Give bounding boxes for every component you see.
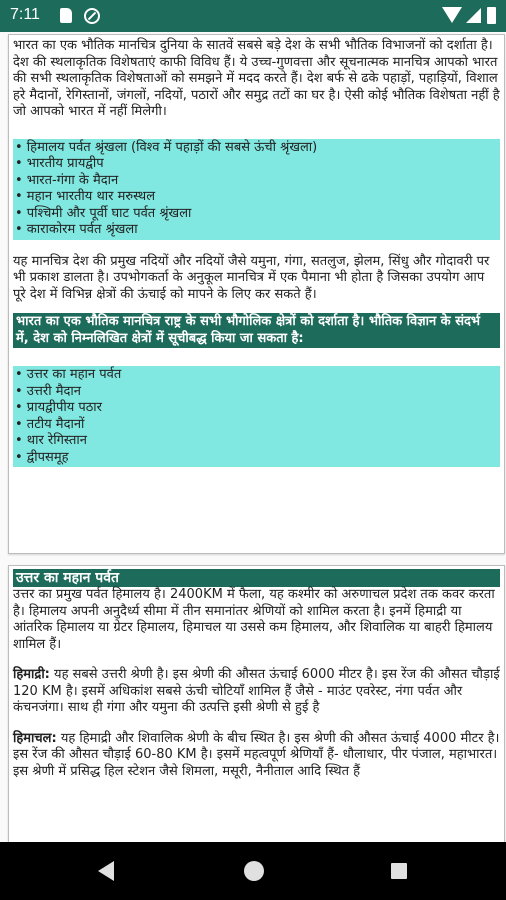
cellular-signal-icon xyxy=(466,8,481,23)
home-button[interactable] xyxy=(244,861,264,881)
list-item: • उत्तरी मैदान xyxy=(15,383,81,399)
mountains-card xyxy=(8,565,505,842)
himadri-paragraph xyxy=(13,667,500,717)
list-item: • थार रेगिस्तान xyxy=(15,433,87,448)
rivers-paragraph: यह मानचित्र देश की प्रमुख नदियों और नदियों जैसे यमुना, गंगा, सतलुज, झेलम, सिंधु और गोदावरी पर भी प्रकाश डालता है। उपभोगकर्ता के अनुकूल मानचित्र में एक पैमाना भी होता है जिसका उपयोग आप पूरे देश में विभिन्न क्षेत्रों की ऊंचाई को मापने के लिए कर सकते हैं। xyxy=(13,253,490,302)
himachal-text: यह हिमाद्री और शिवालिक श्रेणी के बीच स्थित है। इस श्रेणी की औसत ऊंचाई 4000 मीटर है। इस रेंज की औसत चौड़ाई 60-80 KM है। इसमें महत्वपूर्ण श्रेणियाँ हैं- धौलाधार, पीर पंजाल, महाभारत। इस श्रेणी में प्रसिद्ध हिल स्टेशन जैसे शिमला, मसूरी, नैनीताल आदि स्थित हैं xyxy=(13,730,500,779)
list-item: • तटीय मैदानों xyxy=(15,416,85,432)
back-button[interactable] xyxy=(98,861,114,881)
scroll-content[interactable] xyxy=(0,32,506,842)
list-item: • उत्तर का महान पर्वत xyxy=(15,367,122,382)
list-item: • पश्चिमी और पूर्वी घाट पर्वत श्रृंखला xyxy=(15,205,192,221)
regions-list xyxy=(13,366,500,467)
navigation-bar xyxy=(0,842,506,900)
list-item: • द्वीपसमूह xyxy=(15,449,69,465)
mountains-paragraph: उत्तर का प्रमुख पर्वत हिमालय है। 2400KM में फैला, यह कश्मीर को अरुणाचल प्रदेश तक कवर करता है। हिमालय अपनी अनुदैर्ध्य सीमा में तीन समानांतर श्रेणियों को शामिल करता है। इनमें हिमाद्री या आंतरिक हिमालय या ग्रेटर हिमालय, हिमाचल या उससे कम हिमालय, और शिवालिक या बाहरी हिमालय शामिल हैं। xyxy=(13,587,495,652)
list-item: • भारत-गंगा के मैदान xyxy=(15,172,119,188)
list-item: • हिमालय पर्वत श्रृंखला (विश्व में पहाड़ों की सबसे ऊंची श्रृंखला) xyxy=(15,139,318,155)
list-item: • महान भारतीय थार मरुस्थल xyxy=(15,189,156,204)
list-item: • भारतीय प्रायद्वीप xyxy=(15,156,104,171)
himachal-paragraph xyxy=(13,731,500,781)
section-title: उत्तर का महान पर्वत xyxy=(13,569,500,587)
status-time: 7:11 xyxy=(10,6,40,23)
himachal-term: हिमाचल: xyxy=(13,730,57,746)
intro-paragraph: भारत का एक भौतिक मानचित्र दुनिया के सातवें सबसे बड़े देश के सभी भौतिक विभाजनों को दर्शाता है। देश की स्थलाकृतिक विशेषताएं काफी विविध हैं। ये उच्च-गुणवत्ता और सूचनात्मक मानचित्र आपको भारत की सभी स्थलाकृतिक विशेषताओं को समझने में मदद करते हैं। देश बर्फ से ढके पहाड़ों, पहाड़ियों, विशाल हरे मैदानों, रेगिस्तानों, जंगलों, नदियों, पठारों और समुद्र तटों का घर है। ऐसी कोई भौतिक विशेषता नहीं है जो आपको भारत में नहीं मिलेगी। xyxy=(13,38,500,119)
battery-icon xyxy=(487,7,496,24)
do-not-disturb-icon xyxy=(84,8,100,24)
recents-button[interactable] xyxy=(391,863,407,879)
features-list xyxy=(13,139,500,240)
sd-card-icon xyxy=(60,8,72,23)
list-item: • काराकोरम पर्वत श्रृंखला xyxy=(15,222,138,237)
regions-banner: भारत का एक भौतिक मानचित्र राष्ट्र के सभी भौगोलिक क्षेत्रों को दर्शाता है। भौतिक विज्ञान के संदर्भ में, देश को निम्नलिखित क्षेत्रों में सूचीबद्ध किया जा सकता है: xyxy=(13,313,500,348)
intro-card xyxy=(8,34,505,554)
himadri-term: हिमाद्री: xyxy=(13,667,50,682)
list-item: • प्रायद्वीपीय पठार xyxy=(15,400,102,415)
himadri-text: यह सबसे उत्तरी श्रेणी है। इस श्रेणी की औसत ऊंचाई 6000 मीटर है। इस रेंज की औसत चौड़ाई 120 KM है। इसमें अधिकांश सबसे ऊंची चोटियाँ शामिल हैं जैसे - माउंट एवरेस्ट, नंगा पर्वत और कंचनजंगा। साथ ही गंगा और यमुना की उत्पत्ति इसी श्रेणी से हुई है xyxy=(13,667,500,715)
wifi-icon xyxy=(442,7,462,23)
status-bar xyxy=(0,0,506,32)
